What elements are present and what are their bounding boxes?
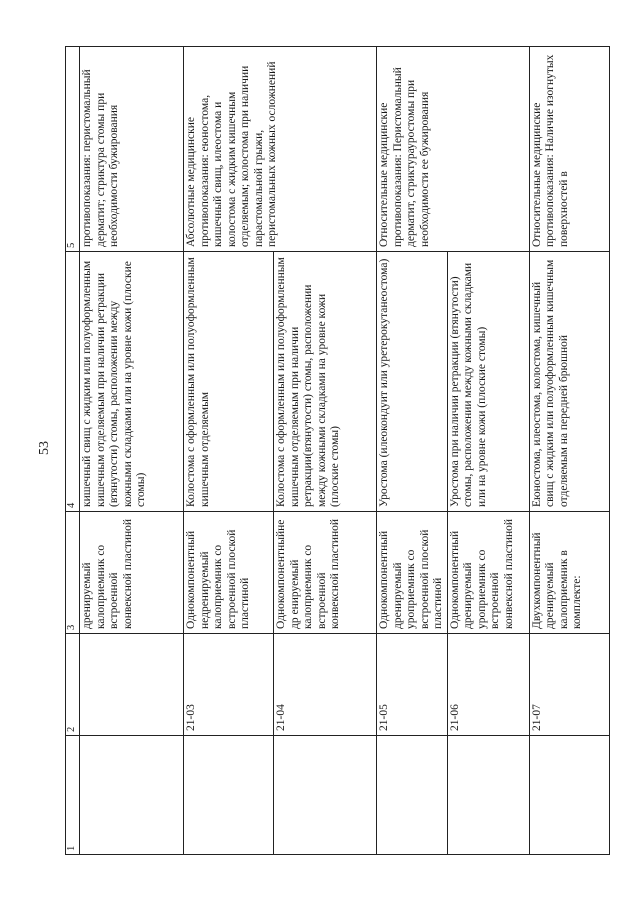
header-cell-3: 3 xyxy=(66,512,80,634)
rotated-table-area xyxy=(65,47,609,855)
table-row xyxy=(184,47,274,855)
row-contraindications-cell: Относительные медицинские противопоказания: Наличие изогнутых поверхностей в xyxy=(529,47,609,252)
table-row xyxy=(80,47,184,855)
row-indications-cell: Колостома с оформленным или полуоформленным кишечным отделяемым при наличии ретракции(втянутости) стомы, расположении между кожными складками на уровне кожи (плоские стомы) xyxy=(274,252,377,512)
table-row xyxy=(529,47,609,855)
row-col1-cell xyxy=(529,736,609,855)
table-header-row xyxy=(66,47,80,855)
row-col1-cell xyxy=(274,736,377,855)
row-indications-cell: Колостома с оформленным или полуоформленным кишечным отделяемым xyxy=(184,252,274,512)
row-code-cell: 21-07 xyxy=(529,634,609,736)
table-row xyxy=(377,47,448,855)
row-name-cell: Двухкомпонентный дренируемый калоприемник в комплекте: xyxy=(529,512,609,634)
row-name-cell: Однокомпонентныйнедр енируемый калоприемник со встроенной конвексной пластиной xyxy=(274,512,377,634)
row-indications-cell: Уростома (илеокондуит или уретерокутанеостома) xyxy=(377,252,448,512)
row-indications-cell: Еюностома, илеостома, колостома, кишечный свищ с жидким или полуоформленным кишечным отделяемым на передней брюшной xyxy=(529,252,609,512)
row-name-cell: Однокомпонентный недренируемый калоприемник со встроенной плоской пластиной xyxy=(184,512,274,634)
header-cell-4: 4 xyxy=(66,252,80,512)
row-code-cell: 21-04 xyxy=(274,634,377,736)
header-cell-5: 5 xyxy=(66,47,80,252)
row-code-cell: 21-03 xyxy=(184,634,274,736)
header-cell-1: 1 xyxy=(66,736,80,855)
page-number: 53 xyxy=(37,441,52,455)
row-col1-cell xyxy=(447,736,529,855)
row-code-cell xyxy=(80,634,184,736)
device-table xyxy=(65,46,610,855)
row-code-cell: 21-05 xyxy=(377,634,448,736)
header-cell-2: 2 xyxy=(66,634,80,736)
row-indications-cell: кишечный свищ с жидким или полуоформленным кишечным отделяемым при наличии ретракции (втянутости) стомы, расположении между кожными складками или на уровне кожи (плоские стомы) xyxy=(80,252,184,512)
row-contraindications-cell: противопоказания: перистомальный дерматит; стриктура стомы при необходимости бужирования xyxy=(80,47,184,252)
row-name-cell: Однокомпонентный дренируемый уроприемник со встроенной конвексной пластиной xyxy=(447,512,529,634)
row-col1-cell xyxy=(184,736,274,855)
row-contraindications-cell: Абсолютные медицинские противопоказания: еюностома, кишечный свищ, илеостома и колостома с жидким кишечным отделяемым; колостома при наличии параcтомальной грыжи, перистомальных кожных осложнений xyxy=(184,47,377,252)
row-name-cell: Однокомпонентный дренируемый уроприемник со встроенной плоской пластиной xyxy=(377,512,448,634)
row-col1-cell xyxy=(377,736,448,855)
row-contraindications-cell: Относительные медицинские противопоказания: Перистомальный дерматит, стриктурауростомы при необходимости ее бужирования xyxy=(377,47,530,252)
row-indications-cell: Уростома при наличии ретракции (втянутости) стомы, расположении между кожными складками или на уровне кожи (плоские стомы) xyxy=(447,252,529,512)
row-col1-cell xyxy=(80,736,184,855)
row-code-cell: 21-06 xyxy=(447,634,529,736)
row-name-cell: дренируемый калоприемник со встроенной конвексной пластиной xyxy=(80,512,184,634)
